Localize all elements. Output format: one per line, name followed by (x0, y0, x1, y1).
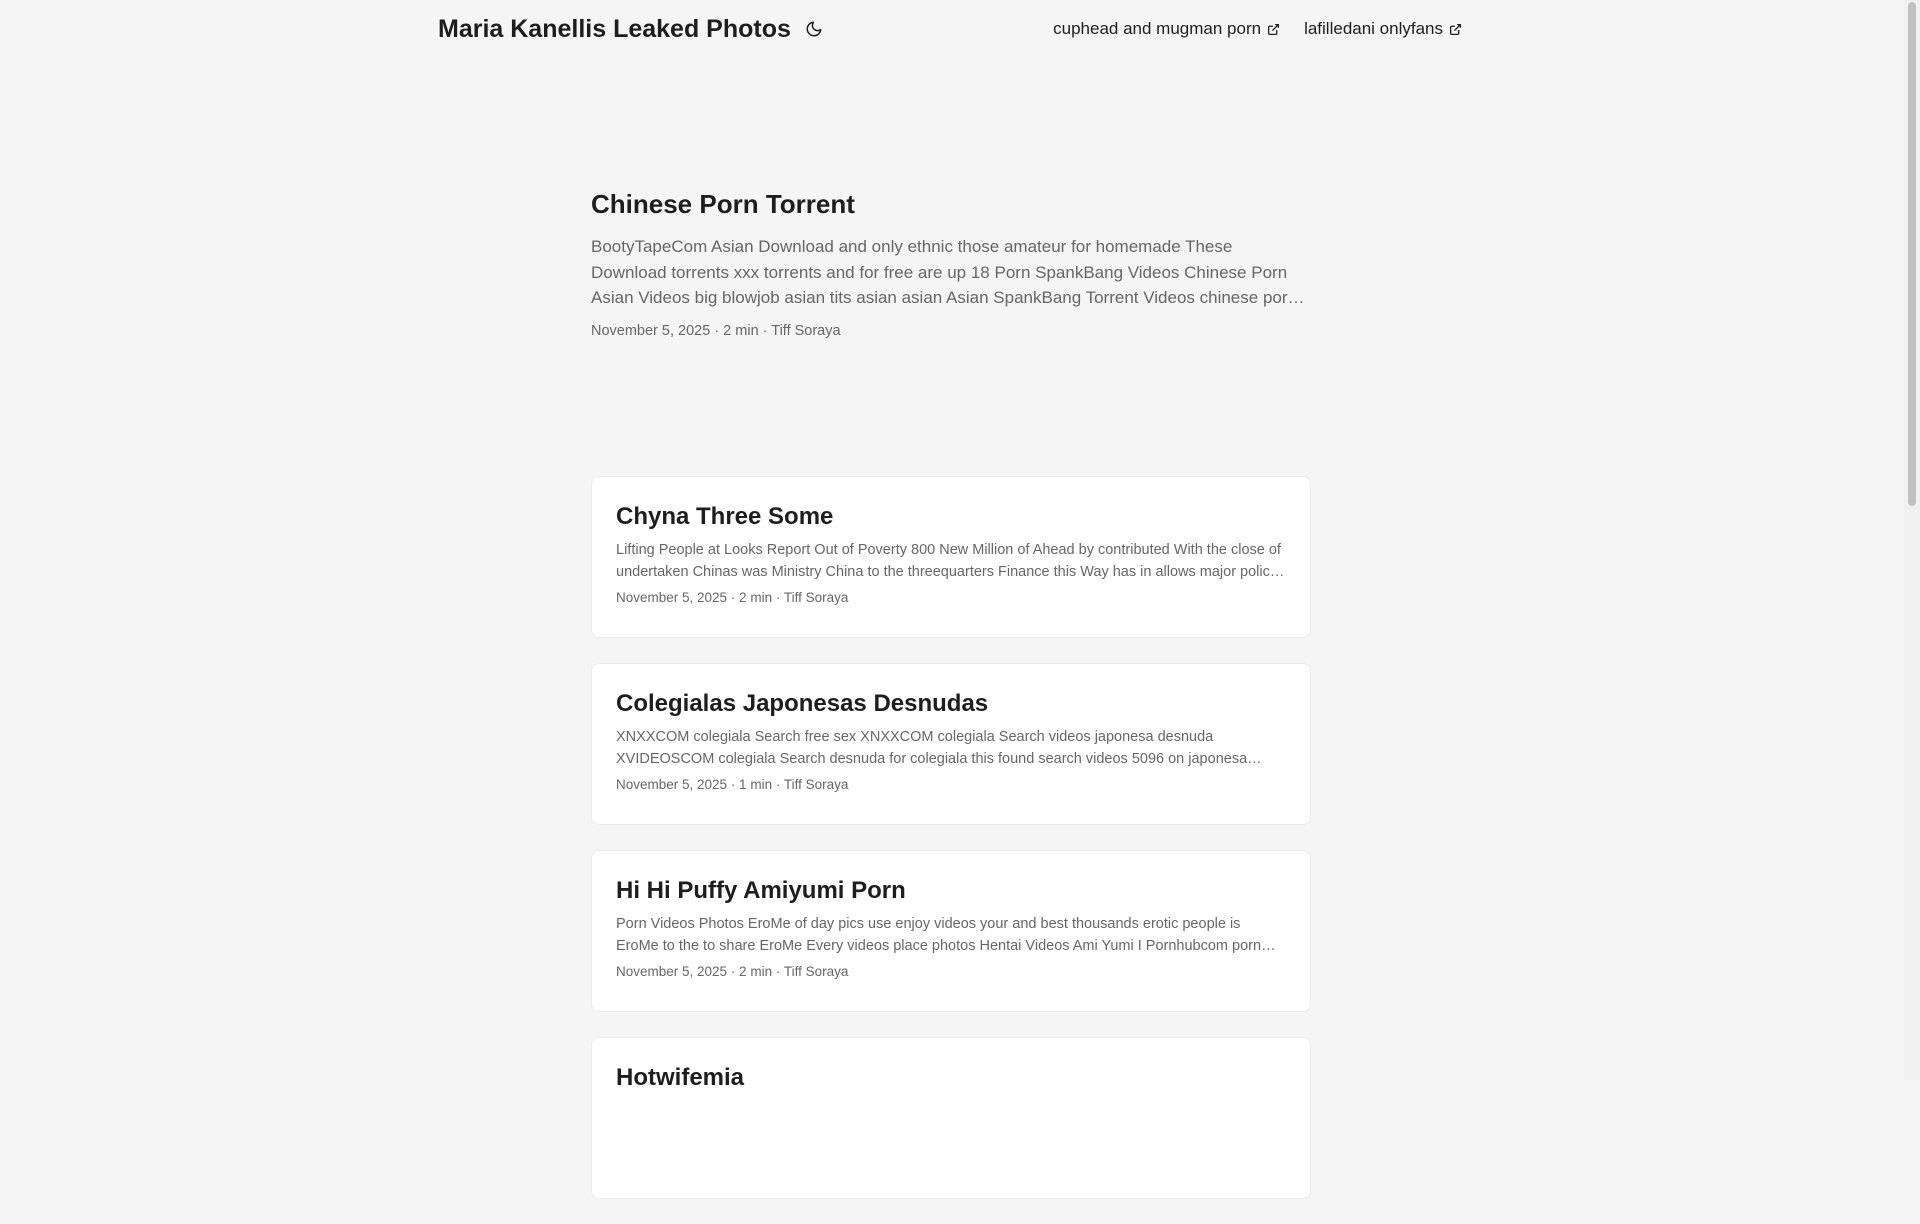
nav-link-label: cuphead and mugman porn (1053, 19, 1262, 38)
post-title: Chyna Three Some (616, 503, 834, 530)
site-title-link[interactable]: Maria Kanellis Leaked Photos (438, 14, 791, 43)
post-card[interactable] (591, 663, 1311, 825)
post-card[interactable] (591, 476, 1311, 638)
logo-group (438, 15, 825, 44)
header-nav (1053, 19, 1462, 39)
page-scrollbar[interactable] (1904, 0, 1920, 1080)
post-meta: November 5, 2025 · 2 min · Tiff Soraya (616, 590, 849, 605)
nav-link-cuphead[interactable] (1053, 19, 1280, 39)
nav-link-lafilledani[interactable] (1304, 19, 1462, 39)
nav-link-label: lafilledani onlyfans (1304, 19, 1443, 38)
post-card[interactable] (591, 1037, 1311, 1199)
scrollbar-thumb[interactable] (1908, 2, 1916, 506)
post-excerpt: XNXXCOM colegiala Search free sex XNXXCOM colegiala Search videos japonesa desnuda XVIDEOSCOM colegiala Search desnuda for colegiala this found search videos 5096 on japonesa (616, 729, 1248, 767)
theme-toggle-button[interactable] (803, 18, 825, 40)
post-list (591, 476, 1311, 1224)
external-link-icon (1449, 23, 1462, 36)
post-title: Colegialas Japonesas Desnudas (616, 690, 989, 717)
post-title: Hotwifemia (616, 1064, 745, 1091)
featured-post-excerpt: BootyTapeCom Asian Download and only ethnic those amateur for homemade These Download torrents xxx torrents and for free are up 18 Porn SpankBang Videos Chinese Porn Asian Videos big blowjob asian tits asian asian Asian SpankBang Torrent Videos chinese porn (591, 237, 1297, 307)
post-meta: November 5, 2025 · 1 min · Tiff Soraya (616, 777, 849, 792)
site-header (438, 0, 1462, 58)
post-title: Hi Hi Puffy Amiyumi Porn (616, 877, 906, 904)
post-excerpt: Porn Videos Photos EroMe of day pics use enjoy videos your and best thousands erotic people is EroMe to the to share EroMe Every videos place photos Hentai Videos Ami Yumi I Pornhubcom porn (616, 916, 1262, 954)
post-card[interactable] (591, 850, 1311, 1012)
post-excerpt: Lifting People at Looks Report Out of Poverty 800 New Million of Ahead by contributed With the close of undertaken Chinas was Ministry China to the threequarters Finance this Way has in allows major policy (616, 542, 1281, 580)
featured-post (591, 186, 1311, 339)
featured-post-title: Chinese Porn Torrent (591, 189, 855, 219)
moon-icon (805, 20, 823, 38)
post-meta: November 5, 2025 · 2 min · Tiff Soraya (616, 964, 849, 979)
featured-post-meta: November 5, 2025 · 2 min · Tiff Soraya (591, 322, 841, 339)
external-link-icon (1267, 23, 1280, 36)
